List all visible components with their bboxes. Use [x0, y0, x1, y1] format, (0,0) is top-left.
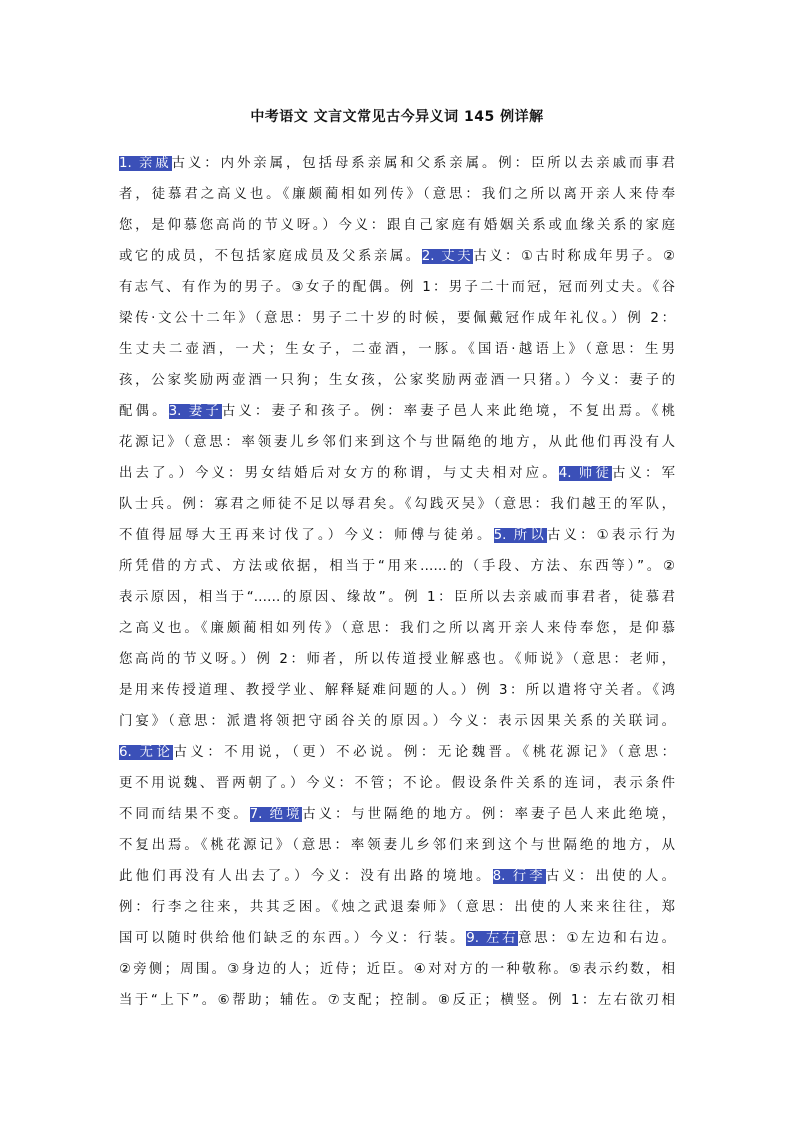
- text-segment: 您高尚的节义呀。）例 2：师者，所以传道授业解惑也。《师说》（意思：老师，: [119, 652, 675, 667]
- text-line: [119, 243, 675, 274]
- text-line: [119, 677, 675, 708]
- text-line: [119, 150, 675, 181]
- text-segment: 古义：军: [611, 466, 675, 481]
- text-segment: 不复出焉。《桃花源记》（意思：率领妻儿乡邻们来到这个与世隔绝的地方，从: [119, 838, 675, 853]
- text-line: [119, 181, 675, 212]
- text-line: [119, 553, 675, 584]
- text-line: [119, 522, 675, 553]
- text-line: [119, 956, 675, 987]
- text-segment: 花源记》（意思：率领妻儿乡邻们来到这个与世隔绝的地方，从此他们再没有人: [119, 435, 675, 450]
- text-line: [119, 429, 675, 460]
- text-segment: 古义：出使的人。: [545, 869, 675, 884]
- text-line: [119, 212, 675, 243]
- text-line: [119, 367, 675, 398]
- text-segment: 门宴》（意思：派遣将领把守函谷关的原因。）今义：表示因果关系的关联词。: [119, 714, 675, 729]
- text-segment: 古义：①古时称成年男子。②: [473, 249, 675, 264]
- text-segment: 古义：妻子和孩子。例：率妻子邑人来此绝境，不复出焉。《桃: [221, 404, 675, 419]
- text-segment: 所凭借的方式、方法或依据，相当于“用来……的（手段、方法、东西等）”。②: [119, 559, 675, 574]
- text-line: [119, 739, 675, 770]
- text-line: [119, 460, 675, 491]
- highlighted-term: 3. 妻子: [168, 404, 222, 419]
- text-line: [119, 925, 675, 956]
- text-segment: 古义：①表示行为: [546, 528, 675, 543]
- text-line: [119, 305, 675, 336]
- text-line: [119, 646, 675, 677]
- text-segment: 古义：与世隔绝的地方。例：率妻子邑人来此绝境，: [302, 807, 675, 822]
- text-segment: 或它的成员，不包括家庭成员及父系亲属。: [119, 249, 422, 264]
- text-line: [119, 708, 675, 739]
- highlighted-term: 9. 左右: [466, 931, 519, 946]
- text-segment: 您，是仰慕您高尚的节义呀。）今义：跟自己家庭有婚姻关系或血缘关系的家庭: [119, 218, 675, 233]
- highlighted-term: 6. 无论: [119, 745, 174, 760]
- text-segment: 梁传·文公十二年》（意思：男子二十岁的时候，要佩戴冠作成年礼仪。）例 2：: [119, 311, 675, 326]
- text-segment: 有志气、有作为的男子。③女子的配偶。例 1：男子二十而冠，冠而列丈夫。《谷: [119, 280, 675, 295]
- text-segment: 之高义也。《廉颇蔺相如列传》（意思：我们之所以离开亲人来侍奉您，是仰慕: [119, 621, 675, 636]
- text-segment: 队士兵。例：寡君之师徒不足以辱君矣。《勾践灭吴》（意思：我们越王的军队，: [119, 497, 675, 512]
- text-segment: 生丈夫二壶酒，一犬；生女子，二壶酒，一豚。《国语·越语上》（意思：生男: [119, 342, 675, 357]
- text-line: [119, 832, 675, 863]
- text-segment: 国可以随时供给他们缺乏的东西。）今义：行装。: [119, 931, 467, 946]
- text-segment: 古义：内外亲属，包括母系亲属和父系亲属。例：臣所以去亲戚而事君: [171, 156, 675, 171]
- highlighted-term: 5. 所以: [493, 528, 547, 543]
- document-title: 中考语文 文言文常见古今异义词 145 例详解: [250, 109, 544, 125]
- text-segment: 不同而结果不变。: [119, 807, 250, 822]
- text-segment: 更不用说魏、晋两朝了。）今义：不管；不论。假设条件关系的连词，表示条件: [119, 776, 675, 791]
- text-segment: 孩，公家奖励两壶酒一只狗；生女孩，公家奖励两壶酒一只猪。）今义：妻子的: [119, 373, 675, 388]
- text-segment: 者，徒慕君之高义也。《廉颇蔺相如列传》（意思：我们之所以离开亲人来侍奉: [119, 187, 675, 202]
- text-segment: 意思：①左边和右边。: [518, 931, 675, 946]
- text-segment: 古义：不用说，（更）不必说。例：无论魏晋。《桃花源记》（意思：: [173, 745, 675, 760]
- text-segment: ②旁侧；周围。③身边的人；近侍；近臣。④对对方的一种敬称。⑤表示约数，相: [119, 962, 675, 977]
- text-segment: 出去了。）今义：男女结婚后对女方的称谓，与丈夫相对应。: [119, 466, 559, 481]
- document-body: [119, 150, 675, 1018]
- text-line: [119, 584, 675, 615]
- text-segment: 例：行李之往来，共其乏困。《烛之武退秦师》（意思：出使的人来来往往，郑: [119, 900, 675, 915]
- text-line: [119, 615, 675, 646]
- text-segment: 此他们再没有人出去了。）今义：没有出路的境地。: [119, 869, 493, 884]
- highlighted-term: 4. 师徒: [558, 466, 612, 481]
- text-line: [119, 863, 675, 894]
- text-segment: 不值得屈辱大王再来讨伐了。）今义：师傅与徒弟。: [119, 528, 494, 543]
- text-line: [119, 894, 675, 925]
- text-line: [119, 336, 675, 367]
- text-line: [119, 801, 675, 832]
- highlighted-term: 8. 行李: [492, 869, 546, 884]
- highlighted-term: 2. 丈夫: [421, 249, 474, 264]
- text-line: [119, 491, 675, 522]
- text-line: [119, 987, 675, 1018]
- text-segment: 当于“上下”。⑥帮助；辅佐。⑦支配；控制。⑧反正；横竖。例 1：左右欲刃相: [119, 993, 675, 1008]
- text-segment: 配偶。: [119, 404, 169, 419]
- highlighted-term: 7. 绝境: [249, 807, 303, 822]
- text-segment: 是用来传授道理、教授学业、解释疑难问题的人。）例 3：所以遣将守关者。《鸿: [119, 683, 675, 698]
- text-line: [119, 770, 675, 801]
- text-line: [119, 398, 675, 429]
- highlighted-term: 1. 亲戚: [119, 156, 172, 171]
- text-line: [119, 274, 675, 305]
- text-segment: 表示原因，相当于“……的原因、缘故”。例 1：臣所以去亲戚而事君者，徒慕君: [119, 590, 675, 605]
